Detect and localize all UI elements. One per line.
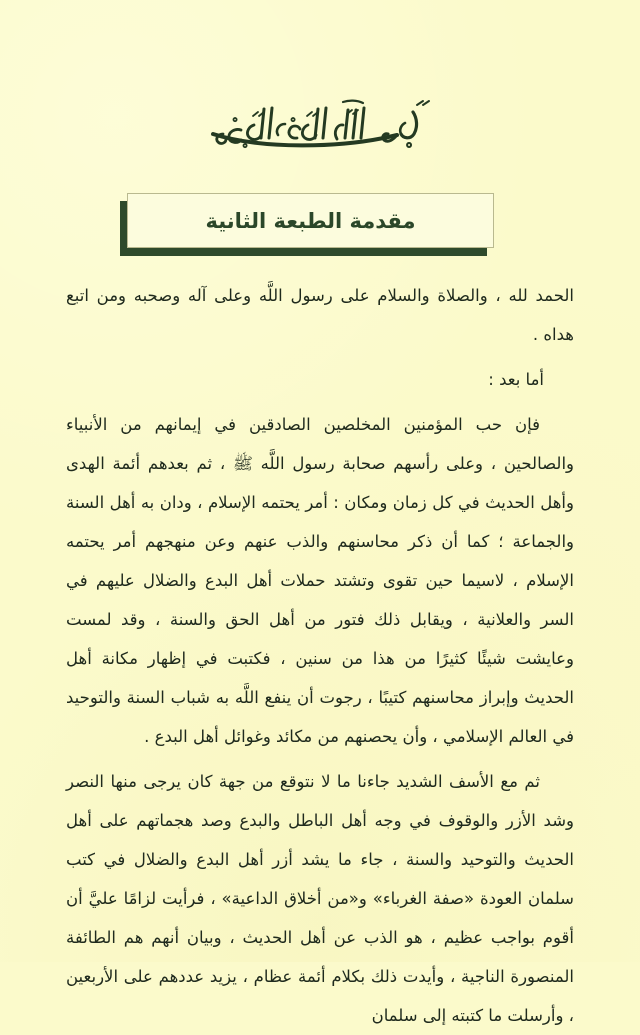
basmala-header [0, 92, 640, 162]
paragraph-amma-baad: أما بعد : [488, 370, 544, 389]
paragraph-hamdala: الحمد لله ، والصلاة والسلام على رسول اللَّه وعلى آله وصحبه ومن اتبع هداه . [66, 286, 574, 344]
section-title-plaque [127, 193, 494, 248]
paragraph-2: ثم مع الأسف الشديد جاءنا ما لا نتوقع من جهة كان يرجى منها النصر وشد الأزر والوقوف في وجه أهل الباطل والبدع وصد هجماتهم على أهل الحديث والتوحيد والسنة ، جاء ما يشد أزر أهل البدع والضلال في كتب سلمان العودة «صفة الغرباء» و«من أخلاق الداعية» ، فرأيت لزامًا عليَّ أن أقوم بواجب عظيم ، هو الذب عن أهل الحديث ، وبيان أنهم هم الطائفة المنصورة الناجية ، وأيدت ذلك بكلام أئمة عظام ، يزيد عددهم على الأربعين ، وأرسلت ما كتبته إلى سلمان [66, 772, 574, 1025]
body-text [66, 276, 574, 1035]
title-plaque-box [127, 193, 494, 248]
paragraph-1: فإن حب المؤمنين المخلصين الصادقين في إيمانهم من الأنبياء والصالحين ، وعلى رأسهم صحابة رسول اللَّه ﷺ ، ثم بعدهم أئمة الهدى وأهل الحديث في كل زمان ومكان : أمر يحتمه الإسلام ، ودان به أهل السنة والجماعة ؛ كما أن ذكر محاسنهم والذب عنهم وعن منهجهم أمر يحتمه الإسلام ، لاسيما حين تقوى وتشتد حملات أهل البدع والضلال عليهم في السر والعلانية ، ويقابل ذلك فتور من أهل الحق والسنة ، وقد لمست وعايشت شيئًا كثيرًا من هذا من سنين ، فكتبت في إظهار مكانة أهل الحديث وإبراز محاسنهم كتيبًا ، رجوت أن ينفع اللَّه به شباب السنة والتوحيد في العالم الإسلامي ، وأن يحصنهم من مكائد وغوائل أهل البدع . [66, 415, 574, 746]
basmala-calligraphy-icon [165, 94, 475, 160]
page-title: مقدمة الطبعة الثانية [205, 208, 416, 233]
